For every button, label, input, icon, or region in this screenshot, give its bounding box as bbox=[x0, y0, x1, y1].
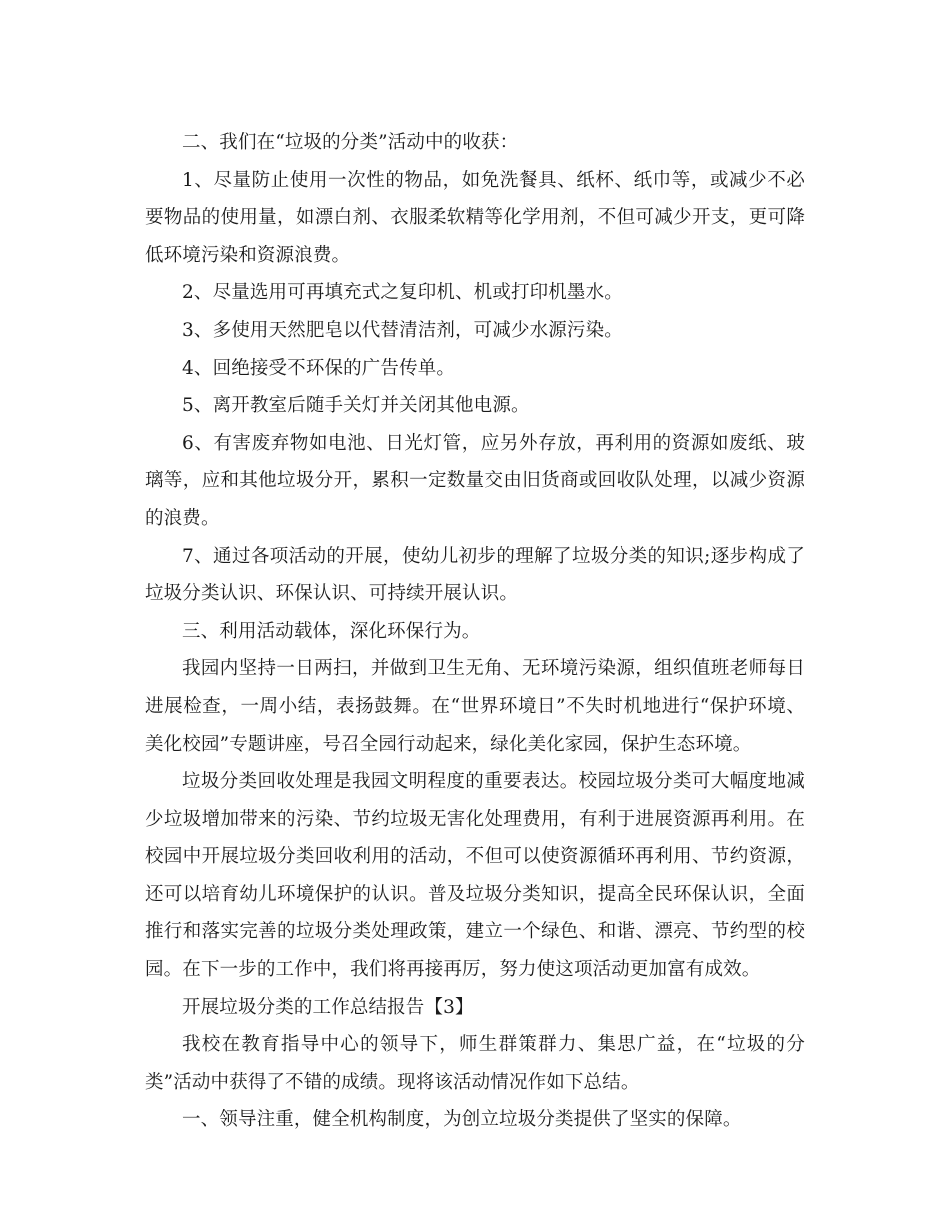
list-item-2: 2、尽量选用可再填充式之复印机、机或打印机墨水。 bbox=[182, 282, 623, 304]
section-heading-2: 二、我们在“垃圾的分类”活动中的收获： bbox=[182, 132, 519, 153]
list-item-6: 6、有害废弃物如电池、日光灯管，应另外存放，再利用的资源如废纸、玻璃等，应和其他垃圾分开，累积一定数量交由旧货商或回收队处理，以减少资源的浪费。 bbox=[145, 432, 805, 529]
list-item-4: 4、回绝接受不环保的广告传单。 bbox=[182, 357, 456, 379]
body-paragraph: 我校在教育指导中心的领导下，师生群策群力、集思广益，在“垃圾的分类”活动中获得了不错的成绩。现将该活动情况作如下总结。 bbox=[145, 1034, 805, 1093]
list-item-3: 3、多使用天然肥皂以代替清洁剂，可减少水源污染。 bbox=[182, 319, 623, 341]
body-paragraph: 我园内坚持一日两扫，并做到卫生无角、无环境污染源，组织值班老师每日进展检查，一周小结，表扬鼓舞。在“世界环境日”不失时机地进行“保护环境、美化校园”专题讲座，号召全园行动起来，绿化美化家园，保护生态环境。 bbox=[145, 658, 805, 755]
section-heading-3: 三、利用活动载体，深化环保行为。 bbox=[182, 620, 481, 642]
list-item-5: 5、离开教室后随手关灯并关闭其他电源。 bbox=[182, 395, 530, 417]
section-heading-1: 一、领导注重，健全机构制度，为创立垃圾分类提供了坚实的保障。 bbox=[182, 1109, 742, 1131]
list-item-7: 7、通过各项活动的开展，使幼儿初步的理解了垃圾分类的知识;逐步构成了垃圾分类认识、环保认识、可持续开展认识。 bbox=[145, 545, 805, 605]
body-paragraph: 垃圾分类回收处理是我园文明程度的重要表达。校园垃圾分类可大幅度地减少垃圾增加带来的污染、节约垃圾无害化处理费用，有利于进展资源再利用。在校园中开展垃圾分类回收利用的活动，不但可以使资源循环再利用、节约资源，还可以培育幼儿环境保护的认识。普及垃圾分类知识，提高全民环保认识，全面推行和落实完善的垃圾分类处理政策，建立一个绿色、和谐、漂亮、节约型的校园。在下一步的工作中，我们将再接再厉，努力使这项活动更加富有成效。 bbox=[145, 771, 805, 981]
report-title: 开展垃圾分类的工作总结报告【3】 bbox=[182, 996, 474, 1018]
document-body bbox=[145, 124, 805, 1139]
list-item-1: 1、尽量防止使用一次性的物品，如免洗餐具、纸杯、纸巾等，或减少不必要物品的使用量，如漂白剂、衣服柔软精等化学用剂，不但可减少开支，更可降低环境污染和资源浪费。 bbox=[145, 169, 805, 266]
